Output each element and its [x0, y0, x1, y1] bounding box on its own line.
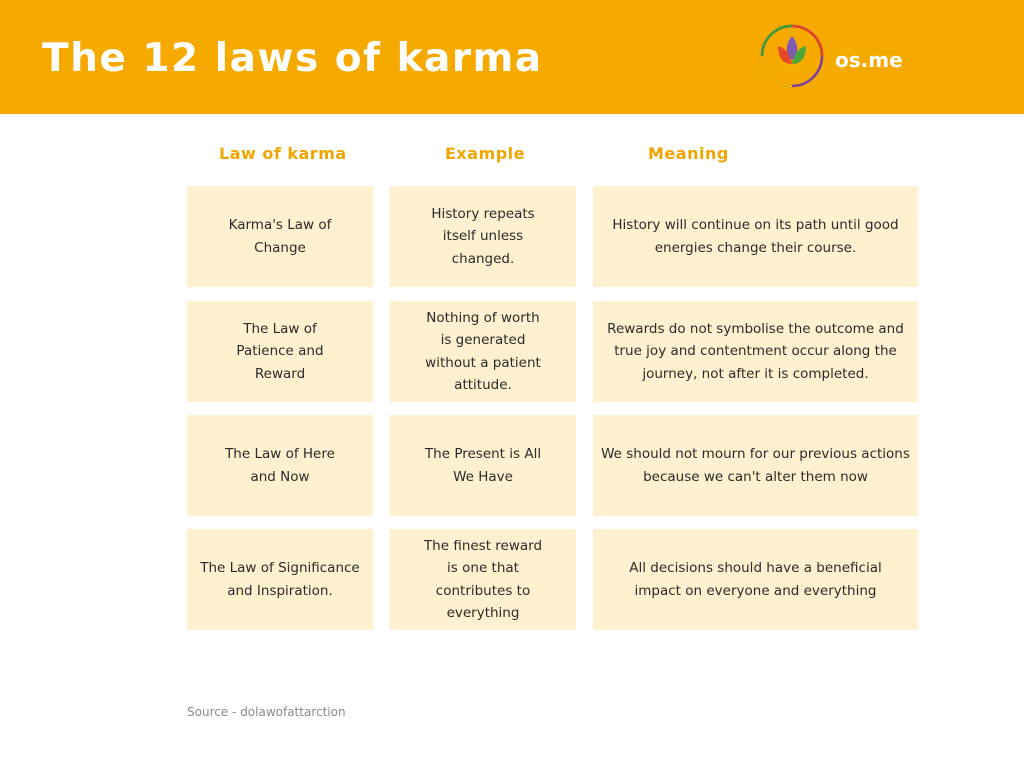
- cell-meaning-text: All decisions should have a beneficial impact on everyone and everything: [629, 560, 882, 599]
- column-header-example: Example: [445, 144, 526, 163]
- cell-example: [390, 529, 576, 630]
- page-title: The 12 laws of karma: [42, 36, 543, 81]
- cell-law-text: The Law of Here and Now: [225, 446, 335, 485]
- cell-meaning-text: We should not mourn for our previous actions because we can't alter them now: [601, 446, 910, 485]
- cell-example: [390, 301, 576, 402]
- cell-meaning: [593, 415, 918, 516]
- lotus-logo-icon: [758, 22, 826, 90]
- column-header-law: Law of karma: [219, 144, 347, 163]
- cell-law: [187, 301, 373, 402]
- brand-name: os.me: [835, 48, 903, 72]
- cell-example: [390, 186, 576, 287]
- cell-example-text: The finest reward is one that contributes to everything: [423, 537, 543, 621]
- header-bar: [0, 0, 1024, 114]
- cell-example-text: The Present is All We Have: [424, 446, 542, 485]
- cell-law-text: The Law of Significance and Inspiration.: [200, 560, 360, 599]
- cell-example: [390, 415, 576, 516]
- cell-law-text: The Law of Patience and Reward: [236, 320, 324, 382]
- cell-law: [187, 415, 373, 516]
- cell-meaning: [593, 186, 918, 287]
- cell-meaning-text: Rewards do not symbolise the outcome and true joy and contentment occur along the journey, not after it is completed.: [607, 320, 904, 382]
- cell-meaning: [593, 529, 918, 630]
- cell-example-text: Nothing of worth is generated without a patient attitude.: [425, 309, 541, 393]
- cell-example-text: History repeats itself unless changed.: [431, 205, 535, 267]
- column-header-meaning: Meaning: [648, 144, 729, 163]
- cell-law: [187, 186, 373, 287]
- source-note: Source - dolawofattarction: [187, 705, 346, 719]
- cell-law-text: Karma's Law of Change: [228, 217, 332, 256]
- cell-meaning-text: History will continue on its path until good energies change their course.: [612, 217, 899, 256]
- cell-meaning: [593, 301, 918, 402]
- cell-law: [187, 529, 373, 630]
